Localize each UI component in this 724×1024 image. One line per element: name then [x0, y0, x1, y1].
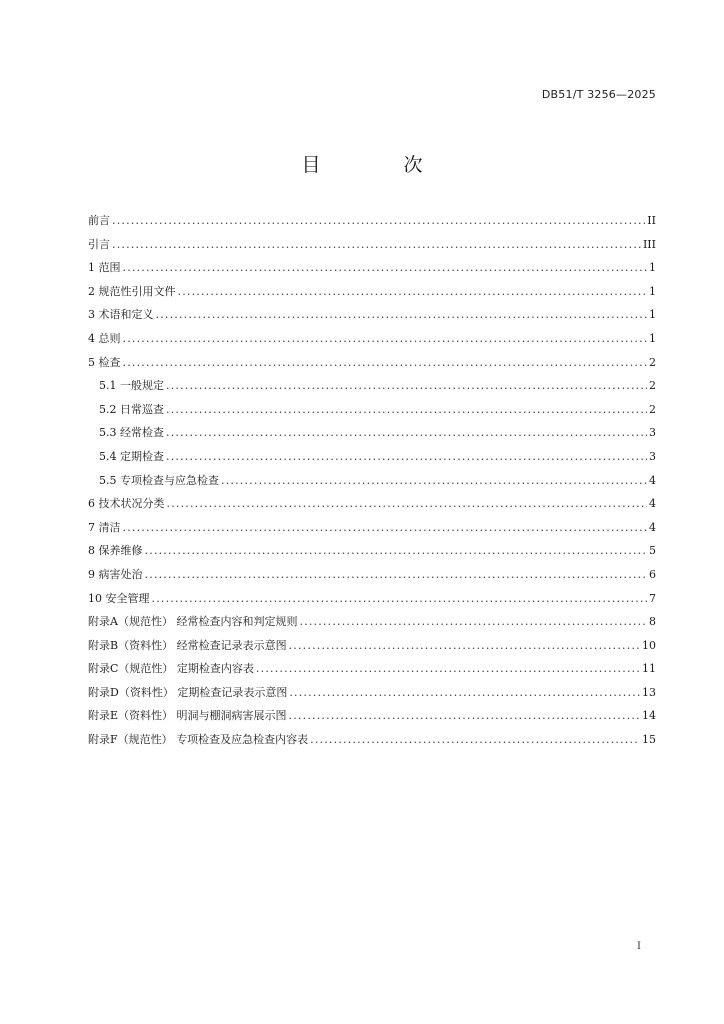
toc-leader-dots [221, 469, 647, 493]
toc-leader-dots [112, 233, 641, 257]
toc-entry-page: II [647, 214, 656, 227]
toc-leader-dots [156, 303, 648, 327]
toc-entry-label: 5 检查 [88, 355, 121, 369]
toc-entry[interactable] [88, 421, 656, 445]
toc-entry[interactable] [88, 233, 656, 257]
document-code: DB51/T 3256—2025 [541, 88, 656, 101]
toc-leader-dots [145, 539, 648, 563]
toc-entry-page: 4 [649, 520, 656, 534]
toc-leader-dots [256, 657, 640, 681]
toc-entry-label: 2 规范性引用文件 [88, 284, 176, 298]
toc-leader-dots [123, 516, 648, 540]
toc-entry[interactable] [88, 681, 656, 705]
toc-entry-label: 5.5 专项检查与应急检查 [99, 473, 219, 487]
toc-leader-dots [112, 209, 645, 233]
toc-entry-page: III [642, 237, 656, 251]
toc-leader-dots [152, 587, 648, 611]
toc-entry[interactable] [88, 728, 656, 752]
toc-entry[interactable] [88, 610, 656, 634]
toc-leader-dots [166, 398, 647, 422]
toc-entry-label: 前言 [88, 214, 110, 227]
toc-leader-dots [289, 681, 640, 705]
toc-entry-page: 13 [642, 685, 656, 699]
toc-entry-label: 8 保养维修 [88, 544, 143, 558]
toc-entry-label: 5.4 定期检查 [99, 449, 164, 463]
toc-entry[interactable] [88, 563, 656, 587]
toc-entry[interactable] [88, 351, 656, 375]
toc-entry[interactable] [88, 256, 656, 280]
toc-leader-dots [310, 728, 640, 752]
toc-entry-label: 引言 [88, 237, 110, 251]
table-of-contents [88, 209, 656, 752]
toc-entry-page: 1 [649, 261, 656, 275]
page-number: I [637, 941, 641, 952]
toc-entry-label: 3 术语和定义 [88, 308, 154, 322]
toc-entry-page: 1 [649, 331, 656, 345]
toc-entry[interactable] [88, 445, 656, 469]
toc-entry[interactable] [88, 657, 656, 681]
toc-entry-label: 附录C（规范性） 定期检查内容表 [88, 662, 254, 676]
toc-leader-dots [145, 563, 648, 587]
toc-leader-dots [123, 256, 648, 280]
toc-entry[interactable] [88, 327, 656, 351]
toc-leader-dots [123, 351, 648, 375]
toc-entry-page: 14 [642, 709, 656, 723]
toc-entry-label: 附录A（规范性） 经常检查内容和判定规则 [88, 615, 298, 629]
toc-entry-page: 6 [649, 567, 656, 581]
toc-leader-dots [167, 492, 648, 516]
toc-entry-page: 5 [649, 544, 656, 558]
toc-entry-label: 10 安全管理 [88, 591, 150, 605]
toc-entry-page: 1 [649, 308, 656, 322]
toc-entry[interactable] [88, 374, 656, 398]
toc-entry-label: 附录F（规范性） 专项检查及应急检查内容表 [88, 733, 309, 747]
toc-entry[interactable] [88, 280, 656, 304]
toc-entry-label: 9 病害处治 [88, 567, 143, 581]
toc-entry[interactable] [88, 539, 656, 563]
toc-entry-page: 3 [649, 426, 656, 440]
toc-entry[interactable] [88, 492, 656, 516]
toc-leader-dots [166, 445, 647, 469]
toc-leader-dots [289, 634, 640, 658]
toc-entry-label: 附录D（资料性） 定期检查记录表示意图 [88, 685, 288, 699]
toc-entry-page: 1 [649, 284, 656, 298]
toc-entry[interactable] [88, 634, 656, 658]
toc-leader-dots [166, 421, 647, 445]
toc-entry-label: 附录E（资料性） 明洞与棚洞病害展示图 [88, 709, 287, 723]
toc-entry-page: 2 [649, 355, 656, 369]
toc-entry-page: 2 [649, 379, 656, 393]
toc-entry-label: 7 清洁 [88, 520, 121, 534]
toc-entry-label: 6 技术状况分类 [88, 497, 165, 511]
toc-entry-label: 5.3 经常检查 [99, 426, 164, 440]
toc-entry[interactable] [88, 303, 656, 327]
toc-entry[interactable] [88, 398, 656, 422]
toc-entry-page: 10 [642, 638, 656, 652]
toc-leader-dots [123, 327, 648, 351]
toc-entry-page: 15 [642, 733, 656, 747]
toc-entry[interactable] [88, 704, 656, 728]
toc-entry-label: 4 总则 [88, 331, 121, 345]
toc-entry-page: 3 [649, 449, 656, 463]
toc-leader-dots [299, 610, 647, 634]
toc-entry-label: 1 范围 [88, 261, 121, 275]
toc-entry-label: 附录B（资料性） 经常检查记录表示意图 [88, 638, 287, 652]
toc-entry-page: 7 [649, 591, 656, 605]
toc-entry[interactable] [88, 516, 656, 540]
toc-entry[interactable] [88, 209, 656, 233]
toc-entry[interactable] [88, 469, 656, 493]
toc-entry-page: 4 [649, 473, 656, 487]
toc-entry[interactable] [88, 587, 656, 611]
toc-leader-dots [166, 374, 647, 398]
toc-leader-dots [289, 704, 640, 728]
toc-entry-label: 5.2 日常巡查 [99, 402, 164, 416]
toc-entry-page: 11 [642, 662, 656, 676]
toc-entry-page: 4 [649, 497, 656, 511]
toc-entry-page: 2 [649, 402, 656, 416]
page-title: 目 次 [301, 154, 455, 176]
toc-entry-page: 8 [649, 615, 656, 629]
toc-leader-dots [178, 280, 648, 304]
toc-entry-label: 5.1 一般规定 [99, 379, 164, 393]
